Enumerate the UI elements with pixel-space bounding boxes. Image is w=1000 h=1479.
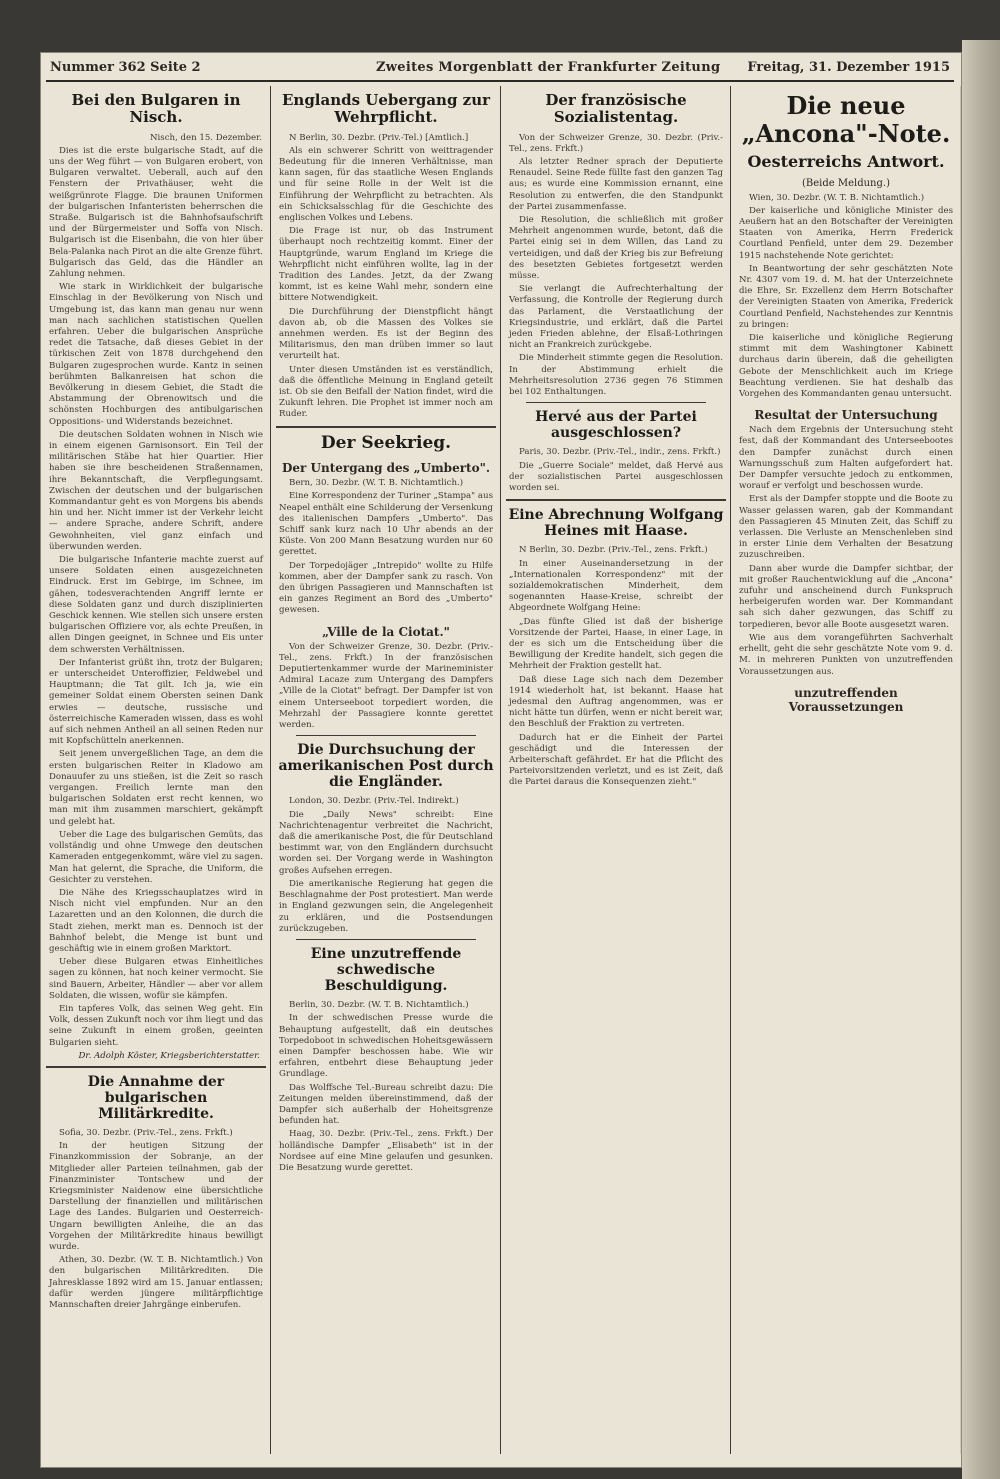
paragraph: Die Frage ist nur, ob das Instrument überhaupt noch rechtzeitig kommt. Einer der Hauptgründe, warum England im Kriege die Wehrpflicht nicht einführen wollte, lag in der Tradition des Landes. Jetzt, da der Zwang kommt, ist es keine Wahl mehr, sondern eine bittere Notwendigkeit. <box>279 226 493 304</box>
dateline: N Berlin, 30. Dezbr. (Priv.-Tel., zens. Frkft.) <box>519 545 708 556</box>
article-body <box>509 545 723 788</box>
paragraph: Sie verlangt die Aufrechterhaltung der Verfassung, die Kontrolle der Regierung durch das Parlament, die Verstaatlichung der Kriegsindustrie, und erklärt, daß die Partei jeden Frieden ablehne, der Elsaß-Lothringen nicht an Frankreich zurückgebe. <box>509 284 723 351</box>
article-body <box>279 642 493 732</box>
article-body <box>279 1000 493 1174</box>
paragraph: Die amerikanische Regierung hat gegen die Beschlagnahme der Post protestiert. Man werde in England gezwungen sein, die Angelegenheit zu erklären, und die Postsendungen zurückzugeben. <box>279 878 493 934</box>
paragraph: Ein tapferes Volk, das seinen Weg geht. Ein Volk, dessen Zukunft noch vor ihm liegt und das seine Zukunft in einem großen, geeinten Bulgarien sieht. <box>49 1003 263 1048</box>
paragraph: Nach dem Ergebnis der Untersuchung steht fest, daß der Kommandant des Unterseebootes den Dampfer zunächst durch einen Warnungsschuß zum Halten aufgefordert hat. Der Dampfer versuchte jedoch zu entkommen, worauf er verfolgt und beschossen wurde. <box>739 425 953 492</box>
article-headline: Englands Uebergang zur Wehrpflicht. <box>281 91 490 127</box>
paragraph: Als letzter Redner sprach der Deputierte Renaudel. Seine Rede füllte fast den ganzen Tag aus; es wurde eine Kommission ernannt, eine Resolution zu entwerfen, die den Standpunkt der Partei zusammenfasse. <box>509 156 723 212</box>
background-top <box>0 0 1000 52</box>
dateline: Bern, 30. Dezbr. (W. T. B. Nichtamtlich.) <box>289 478 464 489</box>
paragraph: Der Torpedojäger „Intrepido" wollte zu Hilfe kommen, aber der Dampfer sank zu rasch. Von den übrigen Passagieren und Mannschaften ist ein ganzes Regiment an Bord des „Umberto" gewesen. <box>279 560 493 616</box>
paragraph: Eine Korrespondenz der Turiner „Stampa" aus Neapel enthält eine Schilderung der Versenkung des italienischen Dampfers „Umberto". Das Schiff sank kurz nach 10 Uhr abends an der Küste. Von 200 Mann Besatzung wurden nur 60 gerettet. <box>279 491 493 558</box>
article-headline: Die Annahme der bulgarischen Militärkredite. <box>87 1073 225 1122</box>
paragraph: Der Infanterist grüßt ihn, trotz der Bulgaren; er unterscheidet Unteroffizier, Feldwebel und Hauptmann; die Tat gilt. Ich ja, wie ein gemeiner Soldat einem Obersten seinen Dank erwies — deutsche, russische und österreichische Kameraden wissen, dass es wohl auf sich nehmen Antheil an all seinen Reden nur mit Kopfschütteln anerkennen. <box>49 657 263 747</box>
paragraph: Dies ist die erste bulgarische Stadt, auf die uns der Weg führt — von Bulgaren erobert, von Bulgaren verwaltet. Ueberall, auch auf den Fenstern der Privathäuser, weht die weißgrünrote Flagge. Die braunen Uniformen der bulgarischen Infanteristen beherrschen die Straße. Bulgarisch ist die Bahnhofsaufschrift und der Bürgermeister und Soffa von Nisch. Bulgarisch ist die Eisenbahn, die von hier über Bela-Palanka nach Pirot an die alte Grenze führt. Bulgarisch das Geld, das die Händler an Zahlung nehmen. <box>49 145 263 279</box>
dateline: Paris, 30. Dezbr. (Priv.-Tel., indir., zens. Frkft.) <box>519 447 721 458</box>
column-2 <box>276 86 496 1454</box>
paragraph: Wie stark in Wirklichkeit der bulgarische Einschlag in der Bevölkerung von Nisch und Umgebung ist, das kann man genau nur wenn man nach sachlichen statistischen Quellen erfahren. Ueber die bulgarischen Ansprüche redet die Tatsache, daß dieses Gebiet in der türkischen Zeit von 1878 durchgehend den Bulgaren zugesprochen wurde. Kantz in seinen berühmten Balkanreisen hat schon die Bevölkerung in diesem Gebiet, die Stadt die Abstammung der Obrenowitsch und die schönsten Hochburgen des antibulgarischen Oppositions- und Widerstands bezeichnet. <box>49 282 263 427</box>
section-heading: unzutreffenden Voraussetzungen <box>788 685 904 714</box>
dateline: London, 30. Dezbr. (Priv.-Tel. Indirekt.) <box>289 796 459 807</box>
paragraph: Dadurch hat er die Einheit der Partei geschädigt und die Interessen der Arbeiterschaft gefährdet. Er hat die Pflicht des Parteivorsitzenden verletzt, und es ist Zeit, daß die Partei daraus die Konsequenzen zieht." <box>509 732 723 788</box>
column-rule <box>270 86 271 1454</box>
issue-number: Nummer 362 Seite 2 <box>50 60 201 75</box>
dateline: Sofia, 30. Dezbr. (Priv.-Tel., zens. Frkft.) <box>59 1128 233 1139</box>
article-body <box>739 193 953 401</box>
paragraph: Die Resolution, die schließlich mit großer Mehrheit angenommen wurde, betont, daß die Partei einig sei in dem Willen, das Land zu verteidigen, und daß der Krieg bis zur Befreiung des besetzten Gebietes fortgesetzt werden müsse. <box>509 214 723 281</box>
paragraph: „Das fünfte Glied ist daß der bisherige Vorsitzende der Partei, Haase, in einer Lage, in der es sich um die Entscheidung über die Bewilligung der Kredite handelt, sich gegen die Mehrheit der Fraktion gestellt hat. <box>509 616 723 672</box>
paragraph: Haag, 30. Dezbr. (Priv.-Tel., zens. Frkft.) Der holländische Dampfer „Elisabeth" ist in der Nordsee auf eine Mine gelaufen und gesunken. Die Besatzung wurde gerettet. <box>279 1129 493 1174</box>
dateline: Von der Schweizer Grenze, 30. Dezbr. (Priv.-Tel., zens. Frkft.) <box>509 132 723 154</box>
divider <box>526 402 706 403</box>
article-byline: Dr. Adolph Köster, Kriegsberichterstatter. <box>78 1050 260 1061</box>
paragraph: In der heutigen Sitzung der Finanzkommission der Sobranje, an der Mitglieder aller Parteien teilnahmen, gab der Finanzminister Tontschew und der Kriegsminister Naidenow eine übersichtliche Darstellung der finanziellen und militärischen Lage des Landes. Bulgarien und Oesterreich-Ungarn bewilligten Anleihe, die an das Vorgehen der Militärkredite hinaus bewilligt wurde. <box>49 1141 263 1253</box>
paragraph: Wie aus dem vorangeführten Sachverhalt erhellt, geht die sehr geschätzte Note vom 9. d. M. in mehreren Punkten von unzutreffenden Voraussetzungen aus. <box>739 632 953 677</box>
article-headline: Eine unzutreffende schwedische Beschuldigung. <box>310 945 462 995</box>
newspaper-page <box>40 52 962 1468</box>
paragraph: Unter diesen Umständen ist es verständlich, daß die öffentliche Meinung in England geteilt ist. Ob sie den Beifall der Nation findet, wird die Zukunft lehren. Die Prophet ist immer noch am Ruder. <box>279 364 493 420</box>
article-body <box>739 425 953 677</box>
paragraph: Das Wolffsche Tel.-Bureau schreibt dazu: Die Zeitungen melden übereinstimmend, daß der Dampfer sich außerhalb der Hoheitsgrenze befunden hat. <box>279 1082 493 1127</box>
paragraph: Die kaiserliche und königliche Regierung stimmt mit dem Washingtoner Kabinett durchaus darin überein, daß die geheiligten Gebote der Menschlichkeit auch im Kriege Beachtung verdienen. Sie hat deshalb das Vorgehen des Kommandanten genau untersucht. <box>739 333 953 400</box>
paragraph: Ueber diese Bulgaren etwas Einheitliches sagen zu können, hat noch keiner vermocht. Sie sind Bauern, Arbeiter, Händler — aber vor allem Soldaten, die wissen, wofür sie kämpfen. <box>49 957 263 1001</box>
page-edge <box>962 40 1000 1479</box>
paragraph: Der kaiserliche und königliche Minister des Aeußern hat an den Botschafter der Vereinigten Staaten von Amerika, Herrn Frederick Courtland Penfield, unter dem 29. Dezember 1915 nachstehende Note gerichtet: <box>739 205 953 261</box>
paragraph: Die Nähe des Kriegsschauplatzes wird in Nisch nicht viel empfunden. Nur an den Lazaretten und an den Kolonnen, die durch die Stadt ziehen, merkt man es. Dennoch ist der Bahnhof belebt, die Menge ist bunt und geschäftig wie in einem großen Marktort. <box>49 887 263 954</box>
paragraph: Die deutschen Soldaten wohnen in Nisch wie in einem eigenen Garnisonsort. Ein Teil der militärischen Stäbe hat hier Quartier. Hier haben sie ihre bescheidenen Straßennamen, ihre Bekanntschaft, die Verpflegungsamt. Zwischen der deutschen und der bulgarischen Kommandantur geht es von Morgens bis abends hin und her. Nicht immer ist der Verkehr leicht — andere Sprache, andere Schrift, andere Gewohnheiten, viel ganz einfach und überwunden werden. <box>49 429 263 552</box>
column-rule <box>500 86 501 1454</box>
article-body <box>279 796 493 934</box>
divider <box>296 735 476 736</box>
paragraph: In der schwedischen Presse wurde die Behauptung aufgestellt, daß ein deutsches Torpedoboot in schwedischen Hoheitsgewässern einen Dampfer beschossen habe. Wie wir erfahren, entbehrt diese Behauptung jeder Grundlage. <box>279 1013 493 1080</box>
article-dateline: Nisch, den 15. Dezember. <box>150 132 262 143</box>
issue-date: Freitag, 31. Dezember 1915 <box>747 60 950 75</box>
paragraph: In einer Auseinandersetzung in der „Internationalen Korrespondenz" mit der sozialdemokratischen Minderheit, dem sogenannten Haase-Kreise, schreibt der Abgeordnete Wolfgang Heine: <box>509 558 723 614</box>
column-3 <box>506 86 726 1454</box>
paragraph: Die Durchführung der Dienstpflicht hängt davon ab, ob die Massen des Volkes sie annehmen werden. Es ist der Beginn des Militarismus, den man drüben immer so laut verurteilt hat. <box>279 306 493 362</box>
subheadline: Der Untergang des „Umberto". <box>281 461 491 476</box>
column-4 <box>736 86 956 1454</box>
dateline: Wien, 30. Dezbr. (W. T. B. Nichtamtlich.) <box>749 192 925 203</box>
article-body <box>509 133 723 399</box>
divider <box>276 426 496 428</box>
article-body <box>509 447 723 494</box>
article-headline: Die Durchsuchung der amerikanischen Post durch die Engländer. <box>278 742 494 791</box>
paragraph: Dann aber wurde die Dampfer sichtbar, der mit großer Rauchentwicklung auf die „Ancona" zufuhr und anscheinend durch Funkspruch herbeigerufen worden war. Der Kommandant sah sich daher gezwungen, das Schiff zu torpedieren, bevor alle Boote ausgesetzt waren. <box>739 563 953 630</box>
article-body <box>49 1128 263 1311</box>
divider <box>296 939 476 940</box>
masthead <box>46 58 954 82</box>
article-body <box>279 133 493 421</box>
paragraph: Die bulgarische Infanterie machte zuerst auf unsere Soldaten einen ausgezeichneten Eindruck. Erst im Gebirge, im Schnee, im gähen, todesverachtenden Angriff lernte er diese Soldaten ganz und durch disziplinierten Geschick kennen. Wie stellen sich unsere ersten bulgarischen Offiziere vor, als echte Preußen, in allen Dingen geeignet, in Schnee und Eis unter dem schwersten Verhältnissen. <box>49 555 263 655</box>
paragraph: Erst als der Dampfer stoppte und die Boote zu Wasser gelassen waren, gab der Kommandant den Passagieren 45 Minuten Zeit, das Schiff zu verlassen. Die Verluste an Menschenleben sind in erster Linie dem Verhalten der Besatzung zuzuschreiben. <box>739 494 953 561</box>
subheadline: „Ville de la Ciotat." <box>322 624 450 639</box>
column-1 <box>46 86 266 1454</box>
article-body <box>279 478 493 616</box>
article-headline: Bei den Bulgaren in Nisch. <box>71 91 241 127</box>
paragraph: Athen, 30. Dezbr. (W. T. B. Nichtamtlich.) Von den bulgarischen Militärkrediten. Die Jahresklasse 1892 wird am 15. Januar entlassen; dafür werden jüngere militärpflichtige Mannschaften dreier Jahrgänge einberufen. <box>49 1255 263 1311</box>
dateline: Berlin, 30. Dezbr. (W. T. B. Nichtamtlich.) <box>289 1000 469 1011</box>
paragraph: Daß diese Lage sich nach dem Dezember 1914 wiederholt hat, ist bekannt. Haase hat jedesmal den Auftrag angenommen, was er nicht hätte tun dürfen, wenn er nicht bereit war, den Beschluß der Fraktion zu vertreten. <box>509 674 723 730</box>
article-headline: Die neue „Ancona"-Note. <box>741 91 951 148</box>
paragraph: Die Minderheit stimmte gegen die Resolution. In der Abstimmung erhielt die Mehrheitsresolution 2736 gegen 76 Stimmen bei 102 Enthaltungen. <box>509 353 723 397</box>
subheadline: Oesterreichs Antwort. <box>747 152 945 172</box>
article-headline: Der Seekrieg. <box>320 432 452 453</box>
paragraph: In Beantwortung der sehr geschätzten Note Nr. 4307 vom 19. d. M. hat der Unterzeichnete die Ehre, Sr. Exzellenz dem Herrn Botschafter der Vereinigten Staaten von Amerika, Frederick Courtland Penfield, Nachstehendes zur Kenntnis zu bringen: <box>739 263 953 330</box>
article-headline: Hervé aus der Partei ausgeschlossen? <box>535 409 697 442</box>
paragraph: Die „Guerre Sociale" meldet, daß Hervé aus der sozialistischen Partei ausgeschlossen worden sei. <box>509 460 723 493</box>
dateline: N Berlin, 30. Dezbr. (Priv.-Tel.) [Amtlich.] <box>289 132 469 143</box>
newspaper-title: Zweites Morgenblatt der Frankfurter Zeitung <box>376 60 721 75</box>
article-headline: Der französische Sozialistentag. <box>545 91 687 127</box>
section-heading: Resultat der Untersuchung <box>754 408 938 423</box>
paragraph: Als ein schwerer Schritt von weittragender Bedeutung für die inneren Verhältnisse, man kann sagen, für das staatliche Wesen Englands und für seine Rolle in der Welt ist die Einführung der Wehrpflicht zu betrachten. Als ein Schicksalsschlag für die Geschichte des englischen Volkes und Lebens. <box>279 145 493 223</box>
paragraph: Von der Schweizer Grenze, 30. Dezbr. (Priv.-Tel., zens. Frkft.) In der französischen Deputiertenkammer wurde der Marineminister Admiral Lacaze zum Untergang des Dampfers „Ville de la Ciotat" befragt. Der Dampfer ist von einem Unterseeboot torpediert worden, die Mehrzahl der Passagiere konnte gerettet werden. <box>279 641 493 730</box>
article-note: (Beide Meldung.) <box>802 177 890 189</box>
paragraph: Die „Daily News" schreibt: Eine Nachrichtenagentur verbreitet die Nachricht, daß die amerikanische Post, die für Deutschland bestimmt war, von den Engländern durchsucht worden sei. Der Vorgang werde in Washington großes Aufsehen erregen. <box>279 809 493 876</box>
paragraph: Seit jenem unvergeßlichen Tage, an dem die ersten bulgarischen Reiter in Kladowo am Donauufer zu uns stießen, ist die Zeit so rasch vergangen. Freilich lernte man den bulgarischen Soldaten erst recht kennen, wo man mit ihm zusammen marschiert, gekämpft und gelebt hat. <box>49 749 263 827</box>
divider <box>506 499 726 501</box>
column-rule <box>730 86 731 1454</box>
article-headline: Eine Abrechnung Wolfgang Heines mit Haase. <box>508 507 724 540</box>
paragraph: Ueber die Lage des bulgarischen Gemüts, das vollständig und ohne Umwege den deutschen Kameraden entgegenkommt, wäre viel zu sagen. Man hat gelernt, die Sprache, die Uniform, die Gesichter zu verstehen. <box>49 829 263 885</box>
divider <box>46 1066 266 1068</box>
article-body <box>49 146 263 1049</box>
page-crease <box>960 86 962 1454</box>
